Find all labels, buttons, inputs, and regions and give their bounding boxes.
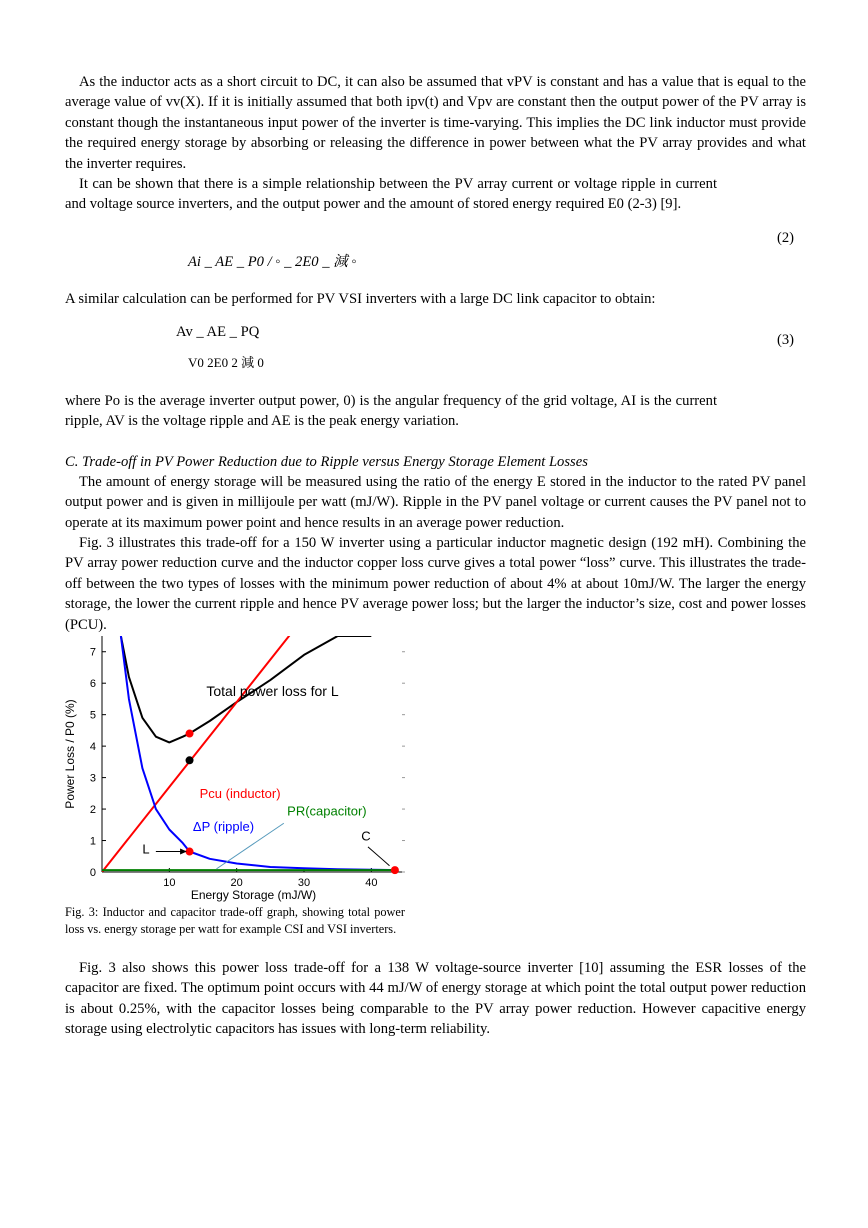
equation-3-line-2: V0 2E0 2 減 0: [188, 355, 264, 370]
y-tick-label: 4: [89, 741, 96, 754]
paragraph-energy-storage: The amount of energy storage will be measured using the ratio of the energy E stored in the inductor to the rated PV panel output power and is given in millijoule per watt (mJ/W). Ripple in the PV panel voltage or current causes the PV panel not to operate at its maximum power point and hence results in an average power reduction.: [65, 474, 806, 531]
equation-3-line-1: Av _ AE _ PQ: [176, 324, 260, 340]
annotation-l: L: [142, 841, 150, 857]
y-tick-label: 0: [89, 867, 96, 879]
y-axis-label: Power Loss / P0 (%): [63, 699, 77, 809]
y-tick-label: 7: [89, 646, 96, 659]
x-tick-label: 20: [230, 877, 243, 889]
equation-2: Ai _ AE _ P0 / ◦ _ 2E0 _ 減 ◦: [188, 254, 357, 270]
y-tick-label: 2: [89, 804, 96, 817]
section-heading-c: C. Trade-off in PV Power Reduction due to Ripple versus Energy Storage Element Losses: [65, 454, 588, 470]
data-point: [186, 730, 194, 738]
annotation-ripple: ΔP (ripple): [192, 819, 255, 835]
paragraph-definitions: where Po is the average inverter output power, 0) is the angular frequency of the grid voltage, AI is the current ripple, AV is the voltage ripple and AE is the peak energy variation.: [65, 393, 717, 430]
annotation-capacitor: PR(capacitor): [287, 803, 367, 819]
paragraph-ripple-relationship: It can be shown that there is a simple relationship between the PV array current or voltage ripple in current and voltage source inverters, and the output power and the amount of stored energy required E0 (2-3) [9].: [65, 176, 717, 213]
annotation-pcu: Pcu (inductor): [199, 786, 281, 802]
annotation-c: C: [361, 828, 371, 844]
equation-2-number: (2): [776, 230, 794, 246]
paragraph-fig3-tradeoff: Fig. 3 illustrates this trade-off for a 150 W inverter using a particular inductor magnetic design (192 mH). Combining the PV array power reduction curve and the inductor copper loss curve gives a total power “loss” curve. This illustrates the trade-off between the two types of losses with the minimum power reduction of about 4% at about 10mJ/W. The larger the energy storage, the lower the current ripple and hence PV average power loss; but the larger the inductor’s size, cost and power losses (PCU).: [65, 535, 806, 633]
paragraph-inductor-dc: As the inductor acts as a short circuit to DC, it can also be assumed that vPV is constant and has a value that is equal to the average value of vv(X). If it is initially assumed that both ipv(t) and Vpv are constant then the output power of the PV array is constant though the instantaneous input power of the inverter is time-varying. This implies the DC link inductor must provide the required energy storage by absorbing or releasing the difference in power between what the PV array provides and what the inverter requires.: [65, 74, 806, 172]
data-point: [391, 866, 399, 874]
plot-area: [102, 636, 405, 872]
annotation-total-loss: Total power loss for L: [206, 682, 339, 699]
y-tick-label: 6: [89, 678, 96, 691]
x-axis-label: Energy Storage (mJ/W): [190, 888, 317, 902]
x-tick-label: 10: [163, 877, 176, 889]
equation-3-number: (3): [776, 332, 794, 348]
x-tick-label: 40: [365, 877, 378, 889]
data-point: [186, 756, 194, 764]
tradeoff-chart: [60, 634, 410, 904]
paragraph-capacitor-tradeoff: Fig. 3 also shows this power loss trade-off for a 138 W voltage-source inverter [10] assuming the ESR losses of the capacitor are fixed. The optimum point occurs with 44 mJ/W of energy storage at which point the total output power reduction is about 0.25%, with the capacitor losses being comparable to the PV array power reduction. However capacitive energy storage using electrolytic capacitors has issues with long-term reliability.: [65, 960, 806, 1038]
y-tick-label: 1: [89, 835, 96, 848]
figure-3-caption: Fig. 3: Inductor and capacitor trade-off graph, showing total power loss vs. energy storage per watt for example CSI and VSI inverters.: [65, 905, 405, 936]
x-tick-label: 30: [297, 877, 311, 889]
paragraph-vsi-calculation: A similar calculation can be performed for PV VSI inverters with a large DC link capacitor to obtain:: [65, 291, 656, 307]
y-tick-label: 3: [89, 772, 96, 785]
y-tick-label: 5: [89, 709, 96, 722]
